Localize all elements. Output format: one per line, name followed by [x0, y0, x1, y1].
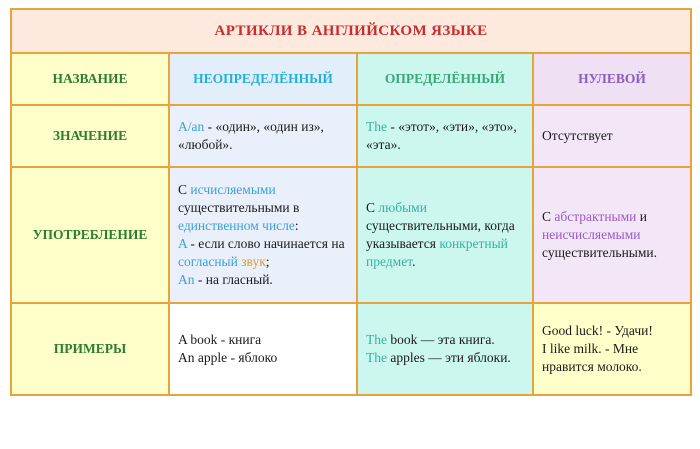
meaning-indefinite-accent: A/an	[178, 119, 205, 134]
header-zero: НУЛЕВОЙ	[533, 53, 691, 105]
usage-indef-l6a: - на гласный.	[194, 272, 273, 287]
example-def-2-accent: The	[366, 350, 387, 365]
meaning-definite-cell	[357, 105, 533, 167]
header-name: НАЗВАНИЕ	[11, 53, 169, 105]
articles-table	[10, 8, 692, 396]
usage-zero-cell	[533, 167, 691, 303]
usage-indef-l2: существительными в	[178, 200, 300, 215]
usage-def-l1b: любыми	[378, 200, 427, 215]
usage-def-l4a: .	[412, 254, 416, 269]
example-zero-1: Good luck! - Удачи!	[542, 323, 653, 339]
usage-indef-l6b: An	[178, 272, 195, 287]
examples-indefinite-cell	[169, 303, 357, 395]
usage-def-l4b: конкретный предмет	[366, 236, 508, 269]
usage-zero-l1c: и	[636, 209, 648, 224]
example-zero-2: I like milk. - Мне нравится молоко.	[542, 341, 642, 374]
usage-indef-l3b: единственном числе	[178, 218, 295, 233]
usage-zero-l2b: неисчисляемыми	[542, 227, 641, 242]
table-row-examples	[11, 303, 691, 395]
meaning-zero-cell	[533, 105, 691, 167]
header-row	[11, 53, 691, 105]
usage-indef-l5b: согласный	[178, 254, 242, 269]
usage-def-l3: когда указывается	[366, 218, 515, 251]
header-indefinite: НЕОПРЕДЕЛЁННЫЙ	[169, 53, 357, 105]
table-row-usage	[11, 167, 691, 303]
usage-indef-l4a: - если слово начинается на	[187, 236, 345, 251]
page-title: АРТИКЛИ В АНГЛИЙСКОМ ЯЗЫКЕ	[214, 23, 488, 39]
usage-zero-l1b: абстрактными	[554, 209, 637, 224]
meaning-indefinite-text: - «один», «один из», «любой».	[178, 119, 324, 152]
example-indef-2: An apple - яблоко	[178, 350, 278, 365]
meaning-definite-accent: The	[366, 119, 387, 134]
usage-indef-l3a: :	[294, 218, 299, 233]
usage-indef-l1b: исчисляемыми	[190, 182, 276, 197]
title-row	[11, 9, 691, 53]
meaning-indefinite-cell	[169, 105, 357, 167]
usage-def-l2: существительными,	[366, 218, 482, 233]
example-indef-1: A book - книга	[178, 332, 262, 348]
usage-indefinite-cell	[169, 167, 357, 303]
usage-indef-l5c: звук	[241, 254, 266, 269]
usage-def-l1a: C	[366, 200, 379, 215]
row-label-examples: ПРИМЕРЫ	[11, 303, 169, 395]
row-label-meaning: ЗНАЧЕНИЕ	[11, 105, 169, 167]
usage-zero-l1a: C	[542, 209, 555, 224]
examples-definite-cell	[357, 303, 533, 395]
usage-indef-l5a: ;	[265, 254, 270, 269]
row-label-usage: УПОТРЕБЛЕНИЕ	[11, 167, 169, 303]
meaning-definite-text: - «этот», «эти», «это», «эта».	[366, 119, 517, 152]
table-row-meaning	[11, 105, 691, 167]
example-def-1-accent: The	[366, 332, 387, 348]
header-definite: ОПРЕДЕЛЁННЫЙ	[357, 53, 533, 105]
usage-zero-l3: существительными.	[542, 245, 658, 260]
usage-indef-l4b: A	[178, 236, 188, 251]
usage-indef-l1a: C	[178, 182, 191, 197]
table-title-cell	[11, 9, 691, 53]
example-def-2-text: apples — эти яблоки.	[387, 350, 511, 365]
usage-definite-cell	[357, 167, 533, 303]
examples-zero-cell	[533, 303, 691, 395]
example-def-1-text: book — эта книга.	[387, 332, 495, 348]
meaning-zero-text: Отсутствует	[542, 128, 613, 143]
